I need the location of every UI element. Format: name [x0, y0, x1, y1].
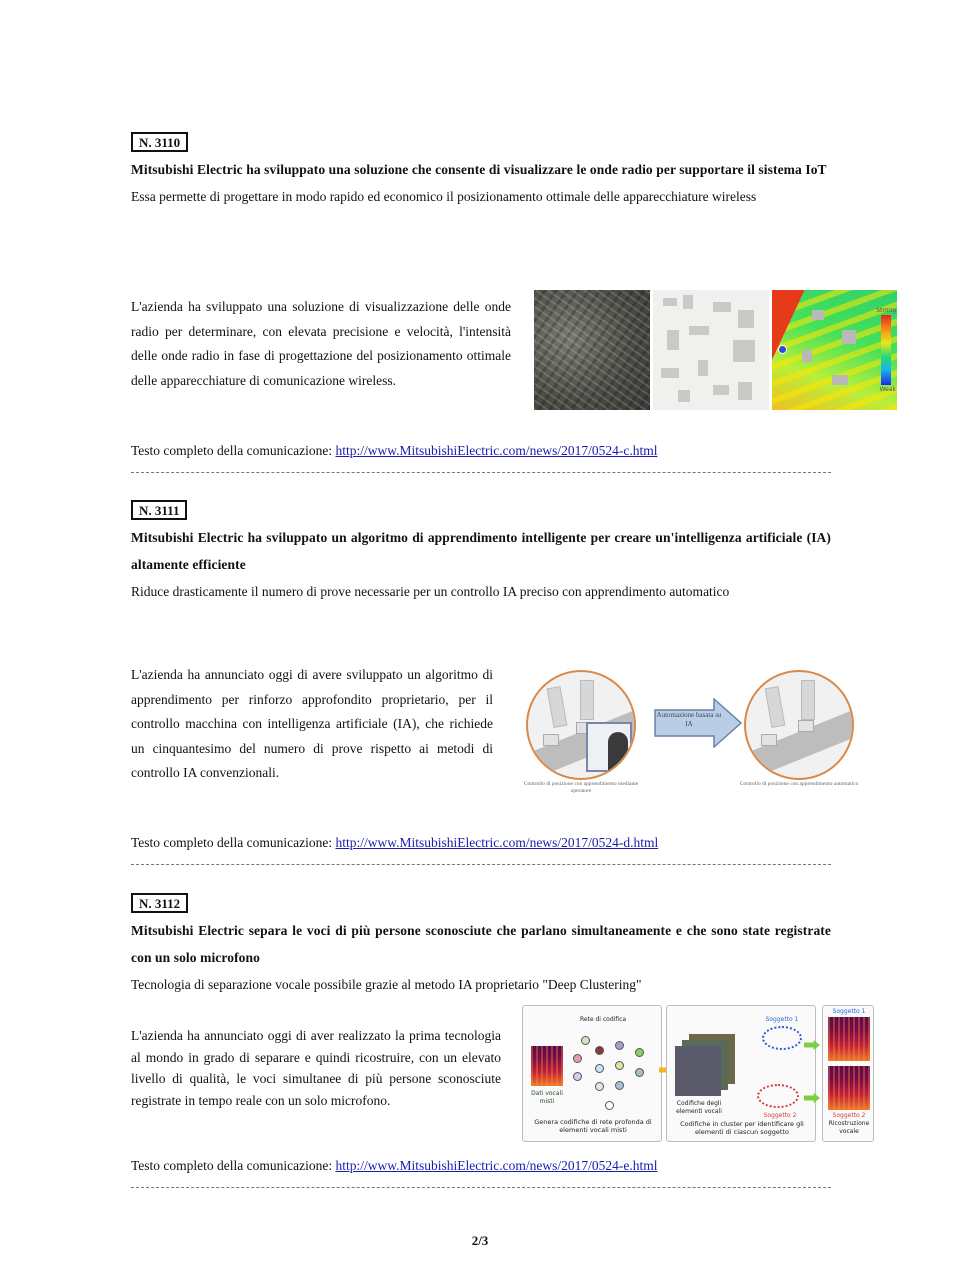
speaker2-spectrogram [828, 1066, 870, 1110]
news-title: Mitsubishi Electric ha sviluppato un algoritmo di apprendimento intelligente per creare un'intelligenza artificiale (IA) altamente efficiente [131, 530, 831, 572]
colorbar [881, 315, 891, 385]
step1-caption: Genera codifiche di rete profonda di elementi vocali misti [534, 1118, 652, 1134]
full-text-line [131, 834, 658, 852]
news-item-3110 [131, 132, 831, 210]
mixed-spectrogram [531, 1046, 563, 1086]
figure-caption-left: Controllo di posizione con apprendimento mediante operatore [523, 781, 639, 794]
reconstruction-panel [822, 1005, 874, 1142]
news-title: Mitsubishi Electric ha sviluppato una soluzione che consente di visualizzare le onde radio per supportare il sistema IoT [131, 162, 827, 177]
operator-silhouette [608, 732, 628, 772]
speaker2-label: Soggetto 2 [832, 1112, 866, 1119]
press-release-link[interactable]: http://www.MitsubishiElectric.com/news/2017/0524-d.html [335, 835, 659, 850]
news-subtitle: Riduce drasticamente il numero di prove necessarie per un controllo IA preciso con apprendimento automatico [131, 584, 730, 599]
encoding-network-panel [522, 1005, 662, 1142]
news-number-badge: N. 3112 [131, 893, 188, 913]
news-title: Mitsubishi Electric separa le voci di più persone sconosciute che parlano simultaneamente e che sono state registrate con un solo microfono [131, 923, 831, 965]
colorbar-bottom-label: Weak [879, 386, 896, 393]
section-divider [131, 864, 831, 865]
full-text-label: Testo completo della comunicazione: [131, 443, 333, 458]
radio-wave-visualization-figure [534, 290, 906, 410]
figure-caption-right: Controllo di posizione con apprendimento automatico [739, 781, 859, 787]
step2-caption: Codifiche in cluster per identificare gli elementi di ciascun soggetto [680, 1120, 804, 1136]
manual-control-illustration [526, 670, 636, 780]
codes-label: Codifiche degli elementi vocali [676, 1100, 722, 1115]
speaker1-spectrogram [828, 1017, 870, 1061]
radio-wave-heatmap-image [772, 290, 897, 410]
speaker1-cluster [762, 1026, 802, 1050]
news-body: L'azienda ha annunciato oggi di aver realizzato la prima tecnologia al mondo in grado di separare e quindi ricostruire, con un elevato livello di qualità, le voci simultanee di più persone sconosciute registrate in tempo reale con un solo microfono. [131, 1028, 501, 1108]
section-divider [131, 472, 831, 473]
speaker2-cluster [757, 1084, 799, 1108]
transmitter-marker-icon [778, 345, 787, 354]
page-number: 2/3 [471, 1233, 489, 1248]
input-label: Dati vocali misti [531, 1090, 563, 1105]
building-model-image [653, 290, 769, 410]
arrow-label: Automazione basata su IA [656, 711, 722, 728]
speaker2-label: Soggetto 2 [763, 1112, 797, 1119]
news-subtitle: Tecnologia di separazione vocale possibile grazie al metodo IA proprietario "Deep Clustering" [131, 977, 642, 992]
news-item-3111 [131, 500, 831, 605]
full-text-line [131, 442, 657, 460]
press-release-link[interactable]: http://www.MitsubishiElectric.com/news/2017/0524-e.html [335, 1158, 658, 1173]
step3-caption: Ricostruzione vocale [828, 1120, 870, 1135]
section-divider [131, 1187, 831, 1188]
deep-clustering-figure [522, 1005, 874, 1142]
speaker1-label: Soggetto 1 [765, 1016, 799, 1023]
news-number-badge: N. 3110 [131, 132, 188, 152]
news-subtitle: Essa permette di progettare in modo rapido ed economico il posizionamento ottimale delle apparecchiature wireless [131, 189, 757, 204]
news-item-3112 [131, 893, 831, 998]
news-number-badge: N. 3111 [131, 500, 187, 520]
full-text-label: Testo completo della comunicazione: [131, 835, 333, 850]
ai-automation-figure [523, 668, 859, 798]
full-text-label: Testo completo della comunicazione: [131, 1158, 333, 1173]
full-text-line [131, 1157, 657, 1175]
colorbar-top-label: Strong [876, 307, 896, 314]
news-body: L'azienda ha annunciato oggi di avere sviluppato un algoritmo di apprendimento per rinforzo approfondito proprietario, per il controllo macchina con intelligenza artificiale (IA), che richiede un cinquantesimo del numero di prove rispetto ai metodi di controllo IA convenzionali. [131, 667, 493, 780]
news-body: L'azienda ha sviluppato una soluzione di visualizzazione delle onde radio per determinare, con elevata precisione e velocità, l'intensità delle onde radio in fase di progettazione del posizionamento ottimale delle apparecchiature di comunicazione wireless. [131, 299, 511, 388]
press-release-link[interactable]: http://www.MitsubishiElectric.com/news/2017/0524-c.html [335, 443, 658, 458]
network-label: Rete di codifica [579, 1016, 627, 1023]
automatic-control-illustration [744, 670, 854, 780]
aerial-photo-image [534, 290, 650, 410]
clustering-panel [666, 1005, 816, 1142]
speaker1-label: Soggetto 1 [832, 1008, 866, 1015]
